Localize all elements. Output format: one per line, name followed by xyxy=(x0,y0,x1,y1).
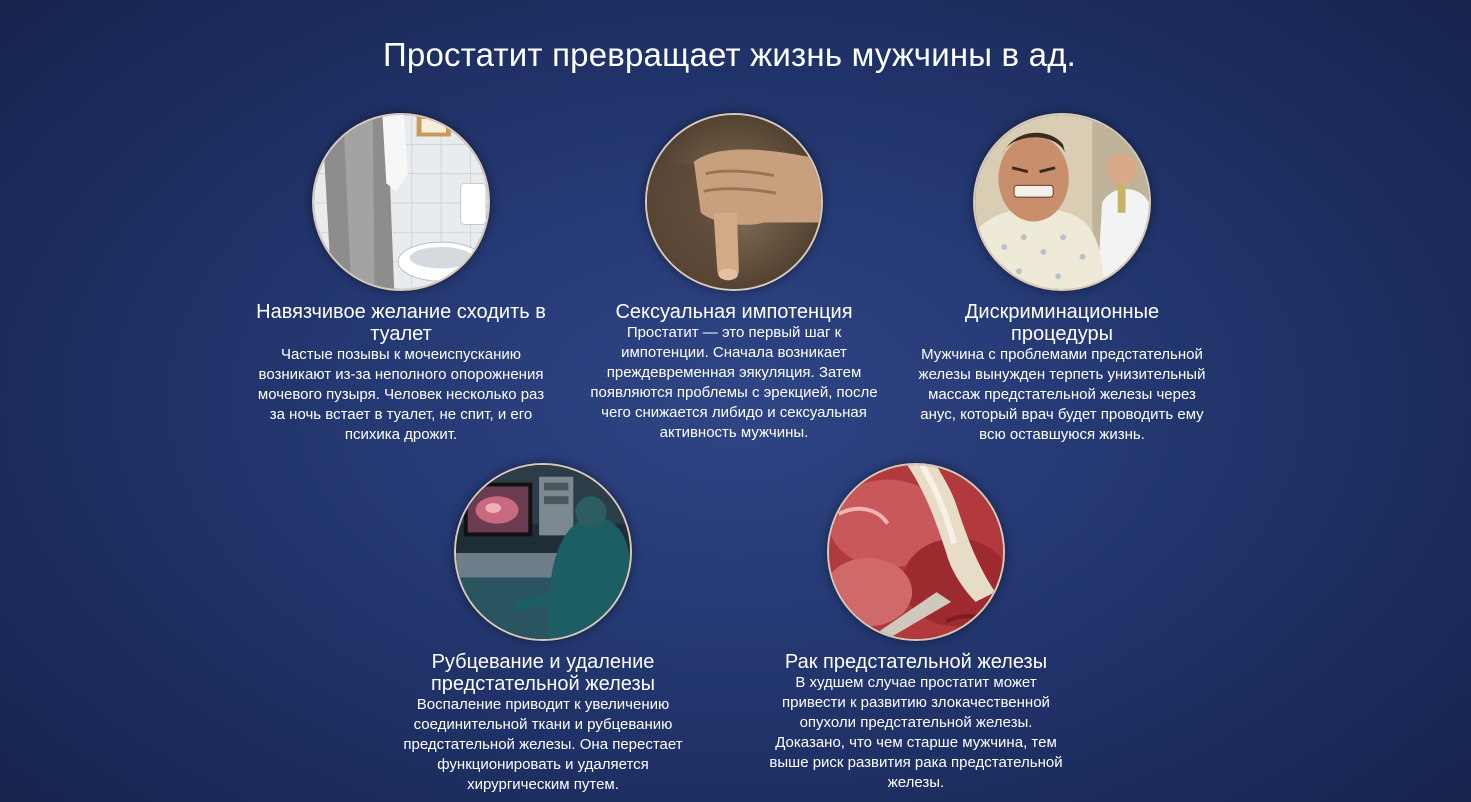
card-title: Дискриминационные процедуры xyxy=(964,301,1160,345)
card-title: Навязчивое желание сходить в туалет xyxy=(256,301,546,345)
card-title: Сексуальная импотенция xyxy=(615,301,853,323)
patient-pain-photo xyxy=(973,113,1151,291)
thumbs-down-photo xyxy=(645,113,823,291)
card-text: Простатит — это первый шаг к импотенции. Сначала возникает преждевременная эякуляция. Затем появляются проблемы с эрекцией, после чего снижается либидо и сексуальная активность мужчины. xyxy=(590,324,878,441)
card-impotence xyxy=(584,113,884,443)
card-toilet-urge xyxy=(251,113,551,445)
card-prostate-cancer xyxy=(766,463,1066,793)
page-title: Простатит превращает жизнь мужчины в ад. xyxy=(382,36,1077,73)
card-text: Частые позывы к мочеиспусканию возникают из-за неполного опорожнения мочевого пузыря. Человек несколько раз за ночь встает в туалет, не спит, и его психика дрожит. xyxy=(257,346,545,443)
card-title: Рубцевание и удаление предстательной железы xyxy=(430,651,656,695)
card-text: Мужчина с проблемами предстательной железы вынужден терпеть унизительный массаж предстательной железы через анус, который врач будет проводить ему всю оставшуюся жизнь. xyxy=(918,346,1206,443)
card-title: Рак предстательной железы xyxy=(784,651,1048,673)
card-text: В худшем случае простатит может привести к развитию злокачественной опухоли предстательной железы. Доказано, что чем старше мужчина, тем выше риск развития рака предстательной железы. xyxy=(769,674,1063,791)
surgery-room-photo xyxy=(454,463,632,641)
card-discriminatory-procedures xyxy=(912,113,1212,445)
card-text: Воспаление приводит к увеличению соединительной ткани и рубцеванию предстательной железы. Она перестает функционировать и удаляется хирургическим путем. xyxy=(403,696,683,793)
tissue-closeup-photo xyxy=(827,463,1005,641)
card-scarring-removal xyxy=(393,463,693,795)
toilet-photo xyxy=(312,113,490,291)
